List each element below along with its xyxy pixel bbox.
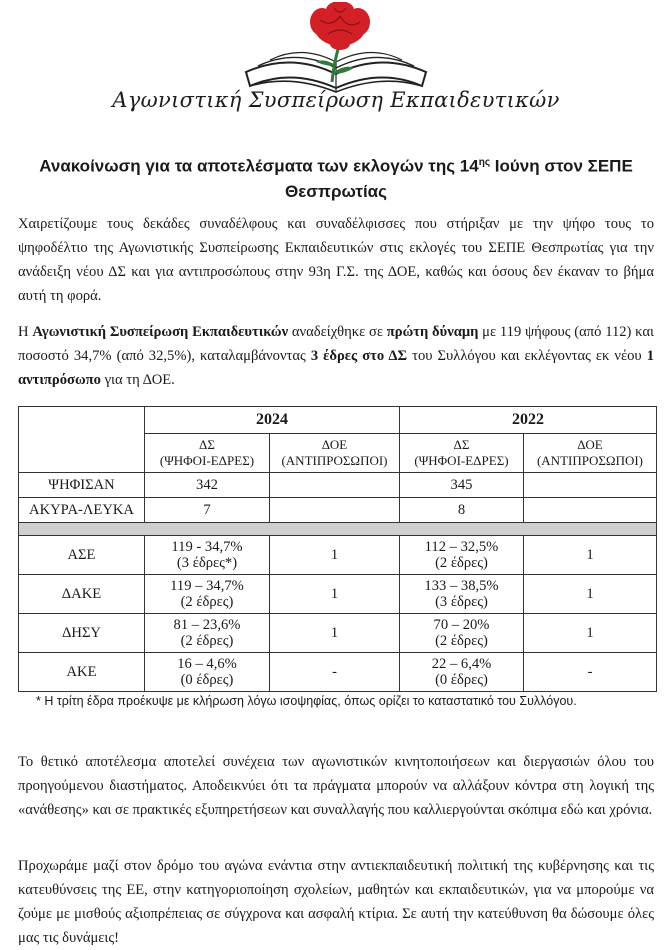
doe-2022: 1 bbox=[524, 575, 657, 614]
table-row bbox=[19, 473, 657, 498]
doe-2022: - bbox=[524, 653, 657, 692]
doe-2024: 1 bbox=[270, 614, 400, 653]
results-table bbox=[18, 406, 657, 692]
invalid-2022: 8 bbox=[400, 498, 524, 523]
table-row bbox=[19, 536, 657, 575]
ds-2022: 133 – 38,5% (3 έδρες) bbox=[400, 575, 524, 614]
table-row bbox=[19, 614, 657, 653]
table-footnote: * Η τρίτη έδρα προέκυψε με κλήρωση λόγω ισοψηφίας, όπως ορίζει το καταστατικό του Συλλόγου. bbox=[36, 694, 577, 708]
col-doe-2024: ΔΟΕ (ΑΝΤΙΠΡΟΣΩΠΟΙ) bbox=[270, 434, 400, 473]
ds-2024: 119 – 34,7% (2 έδρες) bbox=[145, 575, 270, 614]
header-logo bbox=[0, 0, 672, 130]
col-ds-2024: ΔΣ (ΨΗΦΟΙ-ΕΔΡΕΣ) bbox=[145, 434, 270, 473]
row-label: ΑΣΕ bbox=[19, 536, 145, 575]
table-separator bbox=[19, 523, 657, 536]
doe-2022: 1 bbox=[524, 536, 657, 575]
voted-2024: 342 bbox=[145, 473, 270, 498]
organization-name: Αγωνιστική Συσπείρωση Εκπαιδευτικών bbox=[112, 88, 560, 112]
year-header-2022: 2022 bbox=[400, 407, 657, 434]
table-row bbox=[19, 653, 657, 692]
page-title: Ανακοίνωση για τα αποτελέσματα των εκλογών της $14^{\eta\varsigma}$ Ιούνη στον ΣΕΠΕ Θεσπρωτίας bbox=[39, 156, 633, 201]
doe-2024: 1 bbox=[270, 536, 400, 575]
carnation-on-book-icon bbox=[236, 2, 436, 94]
col-ds-2022: ΔΣ (ΨΗΦΟΙ-ΕΔΡΕΣ) bbox=[400, 434, 524, 473]
row-label-invalid: ΑΚΥΡΑ-ΛΕΥΚΑ bbox=[19, 498, 145, 523]
doe-2024: - bbox=[270, 653, 400, 692]
body-paragraph-3: Το θετικό αποτέλεσμα αποτελεί συνέχεια των αγωνιστικών κινητοποιήσεων και διεργασιών όλου του προηγούμενου διαστήματος. Αποδεικνύει ότι τα πράγματα μπορούν να αλλάξουν κόντρα στη λογική της «ανάθεσης» και σε πρακτικές εξυπηρετήσεων και συναλλαγής που καλλιεργούνται σκόπιμα εδώ και χρόνια. bbox=[18, 754, 654, 818]
result-paragraph: Η Αγωνιστική Συσπείρωση Εκπαιδευτικών αναδείχθηκε σε πρώτη δύναμη με 119 ψήφους (από 112) και ποσοστό 34,7% (από 32,5%), καταλαμβάνοντας 3 έδρες στο ΔΣ του Συλλόγου και εκλέγοντας εκ νέου 1 αντιπρόσωπο για τη ΔΟΕ. bbox=[18, 324, 654, 388]
ds-2024: 119 - 34,7% (3 έδρες*) bbox=[145, 536, 270, 575]
doe-2022: 1 bbox=[524, 614, 657, 653]
row-label: ΔΑΚΕ bbox=[19, 575, 145, 614]
ds-2022: 70 – 20% (2 έδρες) bbox=[400, 614, 524, 653]
year-header-2024: 2024 bbox=[145, 407, 400, 434]
table-row bbox=[19, 498, 657, 523]
doe-2024: 1 bbox=[270, 575, 400, 614]
ds-2024: 16 – 4,6% (0 έδρες) bbox=[145, 653, 270, 692]
ds-2022: 112 – 32,5% (2 έδρες) bbox=[400, 536, 524, 575]
intro-paragraph: Χαιρετίζουμε τους δεκάδες συναδέλφους και συναδέλφισσες που στήριξαν με την ψήφο τους το ψηφοδέλτιο της Αγωνιστικής Συσπείρωσης Εκπαιδευτικών στις εκλογές του ΣΕΠΕ Θεσπρωτίας για την ανάδειξη νέου ΔΣ και για αντιπροσώπους στην 93η Γ.Σ. της ΔΟΕ, καθώς και όσους δεν έκαναν το βήμα αυτή τη φορά. bbox=[18, 216, 654, 304]
row-label: ΑΚΕ bbox=[19, 653, 145, 692]
voted-2022: 345 bbox=[400, 473, 524, 498]
body-paragraph-4: Προχωράμε μαζί στον δρόμο του αγώνα ενάντια στην αντιεκπαιδευτική πολιτική της κυβέρνησης και τις κατευθύνσεις της ΕΕ, στην κατηγοριοποίηση σχολείων, μαθητών και εκπαιδευτικών, για να μπορούμε να ζούμε με μισθούς αξιοπρέπειας σε σύγχρονα και ασφαλή κτίρια. Σε αυτή την κατεύθυνση θα δώσουμε όλες μας τις δυνάμεις! bbox=[18, 858, 654, 946]
ds-2022: 22 – 6,4% (0 έδρες) bbox=[400, 653, 524, 692]
row-label-voted: ΨΗΦΙΣΑΝ bbox=[19, 473, 145, 498]
row-label: ΔΗΣΥ bbox=[19, 614, 145, 653]
invalid-2024: 7 bbox=[145, 498, 270, 523]
ds-2024: 81 – 23,6% (2 έδρες) bbox=[145, 614, 270, 653]
table-row bbox=[19, 575, 657, 614]
col-doe-2022: ΔΟΕ (ΑΝΤΙΠΡΟΣΩΠΟΙ) bbox=[524, 434, 657, 473]
table-corner bbox=[19, 407, 145, 473]
